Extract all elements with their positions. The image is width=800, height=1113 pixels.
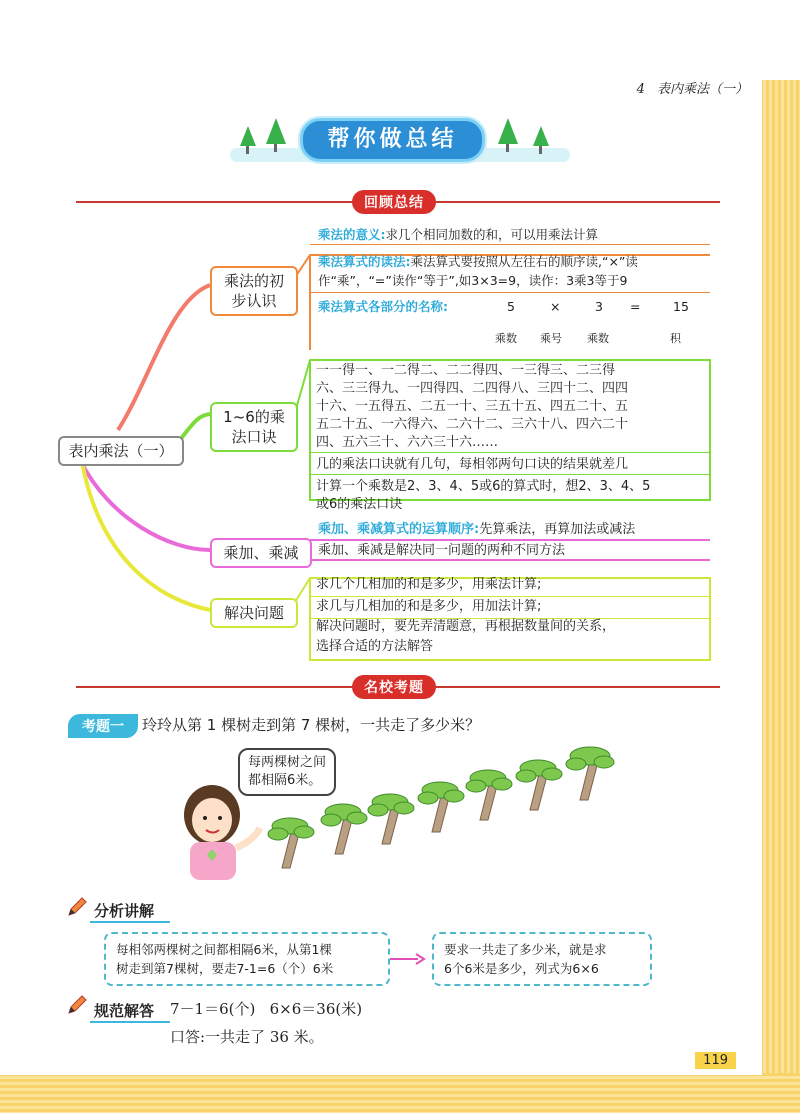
answer-underline — [90, 1021, 170, 1023]
line-text: 作“乘”，“=”读作“等于”,如3×3=9，读作：3乘3等于9 — [318, 273, 628, 288]
branch2-line: 十六、一五得五、二五一十、三五十五、四五二十、五 — [316, 399, 629, 414]
branch2-line: 一一得一、一二得二、二二得四、一三得三、二三得 — [316, 363, 616, 378]
branch2-line: 计算一个乘数是2、3、4、5或6的算式时，想2、3、4、5 — [316, 479, 651, 494]
branch2-line: 六、三三得九、一四得四、二四得八、三四十二、四四 — [316, 381, 629, 396]
connector-2 — [180, 414, 210, 440]
answer-title: 规范解答 — [94, 1002, 155, 1020]
branch4-line: 解决问题时，要先弄清题意，再根据数量间的关系， — [316, 619, 616, 634]
branch4-line: 选择合适的方法解答 — [316, 639, 434, 654]
branch-label: 法口诀 — [231, 428, 277, 446]
name-factor: 乘数 — [495, 332, 517, 345]
connector-3 — [80, 460, 210, 550]
underline — [310, 244, 710, 245]
equals-sign: = — [630, 299, 641, 314]
analysis-box-1 — [104, 932, 390, 986]
line-label: 乘法算式的读法: — [318, 254, 411, 269]
bubble-line: 每两棵树之间 — [248, 755, 327, 770]
branch1-line-2 — [318, 253, 638, 271]
branch4-line: 求几与几相加的和是多少，用加法计算; — [316, 599, 542, 614]
pencil-icon — [66, 994, 88, 1016]
factor-1: 5 — [507, 299, 515, 314]
branch2-line: 五二十五、一六得六、二六十二、三六十八、四六二十 — [316, 417, 629, 432]
question-text: 玲玲从第 1 棵树走到第 7 棵树，一共走了多少米？ — [142, 716, 481, 734]
page-number: 119 — [695, 1052, 736, 1069]
line-label: 乘法的意义: — [318, 227, 386, 242]
branch1-line-3 — [318, 272, 627, 290]
tree-1 — [268, 818, 314, 868]
product: 15 — [673, 299, 689, 314]
arrow-right-icon — [390, 952, 426, 966]
bubble-line: 都相隔6米。 — [248, 773, 322, 788]
section-title-exam: 名校考题 — [352, 675, 436, 699]
analysis-line: 6个6米是多少，列式为6×6 — [444, 961, 599, 976]
header-mark: 4 — [636, 82, 645, 97]
line-text: 求几个相同加数的和，可以用乘法计算 — [385, 227, 599, 242]
tree-7 — [566, 747, 614, 800]
tree-6 — [516, 760, 562, 810]
answer-line-2: 口答:一共走了 36 米。 — [170, 1028, 324, 1046]
branch-node-1 — [210, 266, 298, 316]
section-title-review: 回顾总结 — [352, 190, 436, 214]
analysis-line: 每相邻两棵树之间都相隔6米，从第1棵 — [116, 942, 332, 957]
line-text: 乘加、乘减是解决同一问题的两种不同方法 — [318, 543, 566, 558]
question-badge: 考题一 — [68, 714, 138, 738]
line-text: 乘法算式要按照从左往右的顺序读,“×”读 — [410, 254, 638, 269]
mindmap-root: 表内乘法（一） — [58, 436, 184, 466]
branch-node-3 — [210, 538, 312, 568]
girl-illustration — [184, 785, 260, 880]
connector-4 — [82, 462, 210, 610]
branch2-line: 几的乘法口诀就有几句，每相邻两句口诀的结果就差几 — [316, 457, 629, 472]
name-sign: 乘号 — [540, 332, 562, 345]
multiply-sign: × — [550, 299, 561, 314]
branch-label: 乘法的初 — [223, 272, 284, 290]
tree-4 — [418, 782, 464, 832]
tree-2 — [321, 804, 367, 854]
branch-label: 步认识 — [231, 292, 277, 310]
branch3-line-1 — [318, 521, 635, 539]
analysis-underline — [90, 921, 170, 923]
tree-5 — [466, 770, 512, 820]
branch-label: 1~6的乘 — [223, 408, 285, 426]
name-product: 积 — [670, 332, 681, 345]
underline — [310, 292, 710, 293]
factor-2: 3 — [595, 299, 603, 314]
line-label: 乘法算式各部分的名称: — [318, 299, 448, 314]
analysis-line: 树走到第7棵树，要走7-1=6（个）6米 — [116, 961, 334, 976]
line-label: 乘加、乘减算式的运算顺序: — [318, 522, 480, 537]
branch-node-2 — [210, 402, 298, 452]
pencil-icon — [66, 896, 88, 918]
branch4-line: 求几个几相加的和是多少，用乘法计算; — [316, 577, 542, 592]
underline — [310, 474, 710, 475]
banner-title: 帮你做总结 — [300, 118, 485, 162]
name-factor: 乘数 — [587, 332, 609, 345]
analysis-title: 分析讲解 — [94, 902, 155, 920]
branch1-line-4 — [318, 298, 448, 316]
line-text: 先算乘法，再算加法或减法 — [479, 522, 636, 537]
analysis-box-2 — [432, 932, 652, 986]
answer-line-1: 7－1＝6(个) 6×6＝36(米) — [170, 1000, 363, 1018]
analysis-line: 要求一共走了多少米，就是求 — [444, 942, 607, 957]
speech-bubble — [238, 748, 336, 796]
branch1-line-1 — [318, 226, 598, 244]
connector-1 — [118, 285, 210, 430]
branch-label: 乘加、乘减 — [223, 544, 299, 562]
branch2-line: 四、五六三十、六六三十六…… — [316, 435, 499, 450]
underline — [310, 596, 710, 597]
header-chapter: 表内乘法（一） — [656, 82, 748, 97]
page-edge-bottom — [0, 1073, 800, 1113]
underline — [310, 452, 710, 453]
branch3-line-2 — [318, 542, 565, 560]
tree-3 — [368, 794, 414, 844]
branch-label: 解决问题 — [223, 604, 284, 622]
branch2-line: 或6的乘法口诀 — [316, 497, 403, 512]
branch-node-4 — [210, 598, 298, 628]
